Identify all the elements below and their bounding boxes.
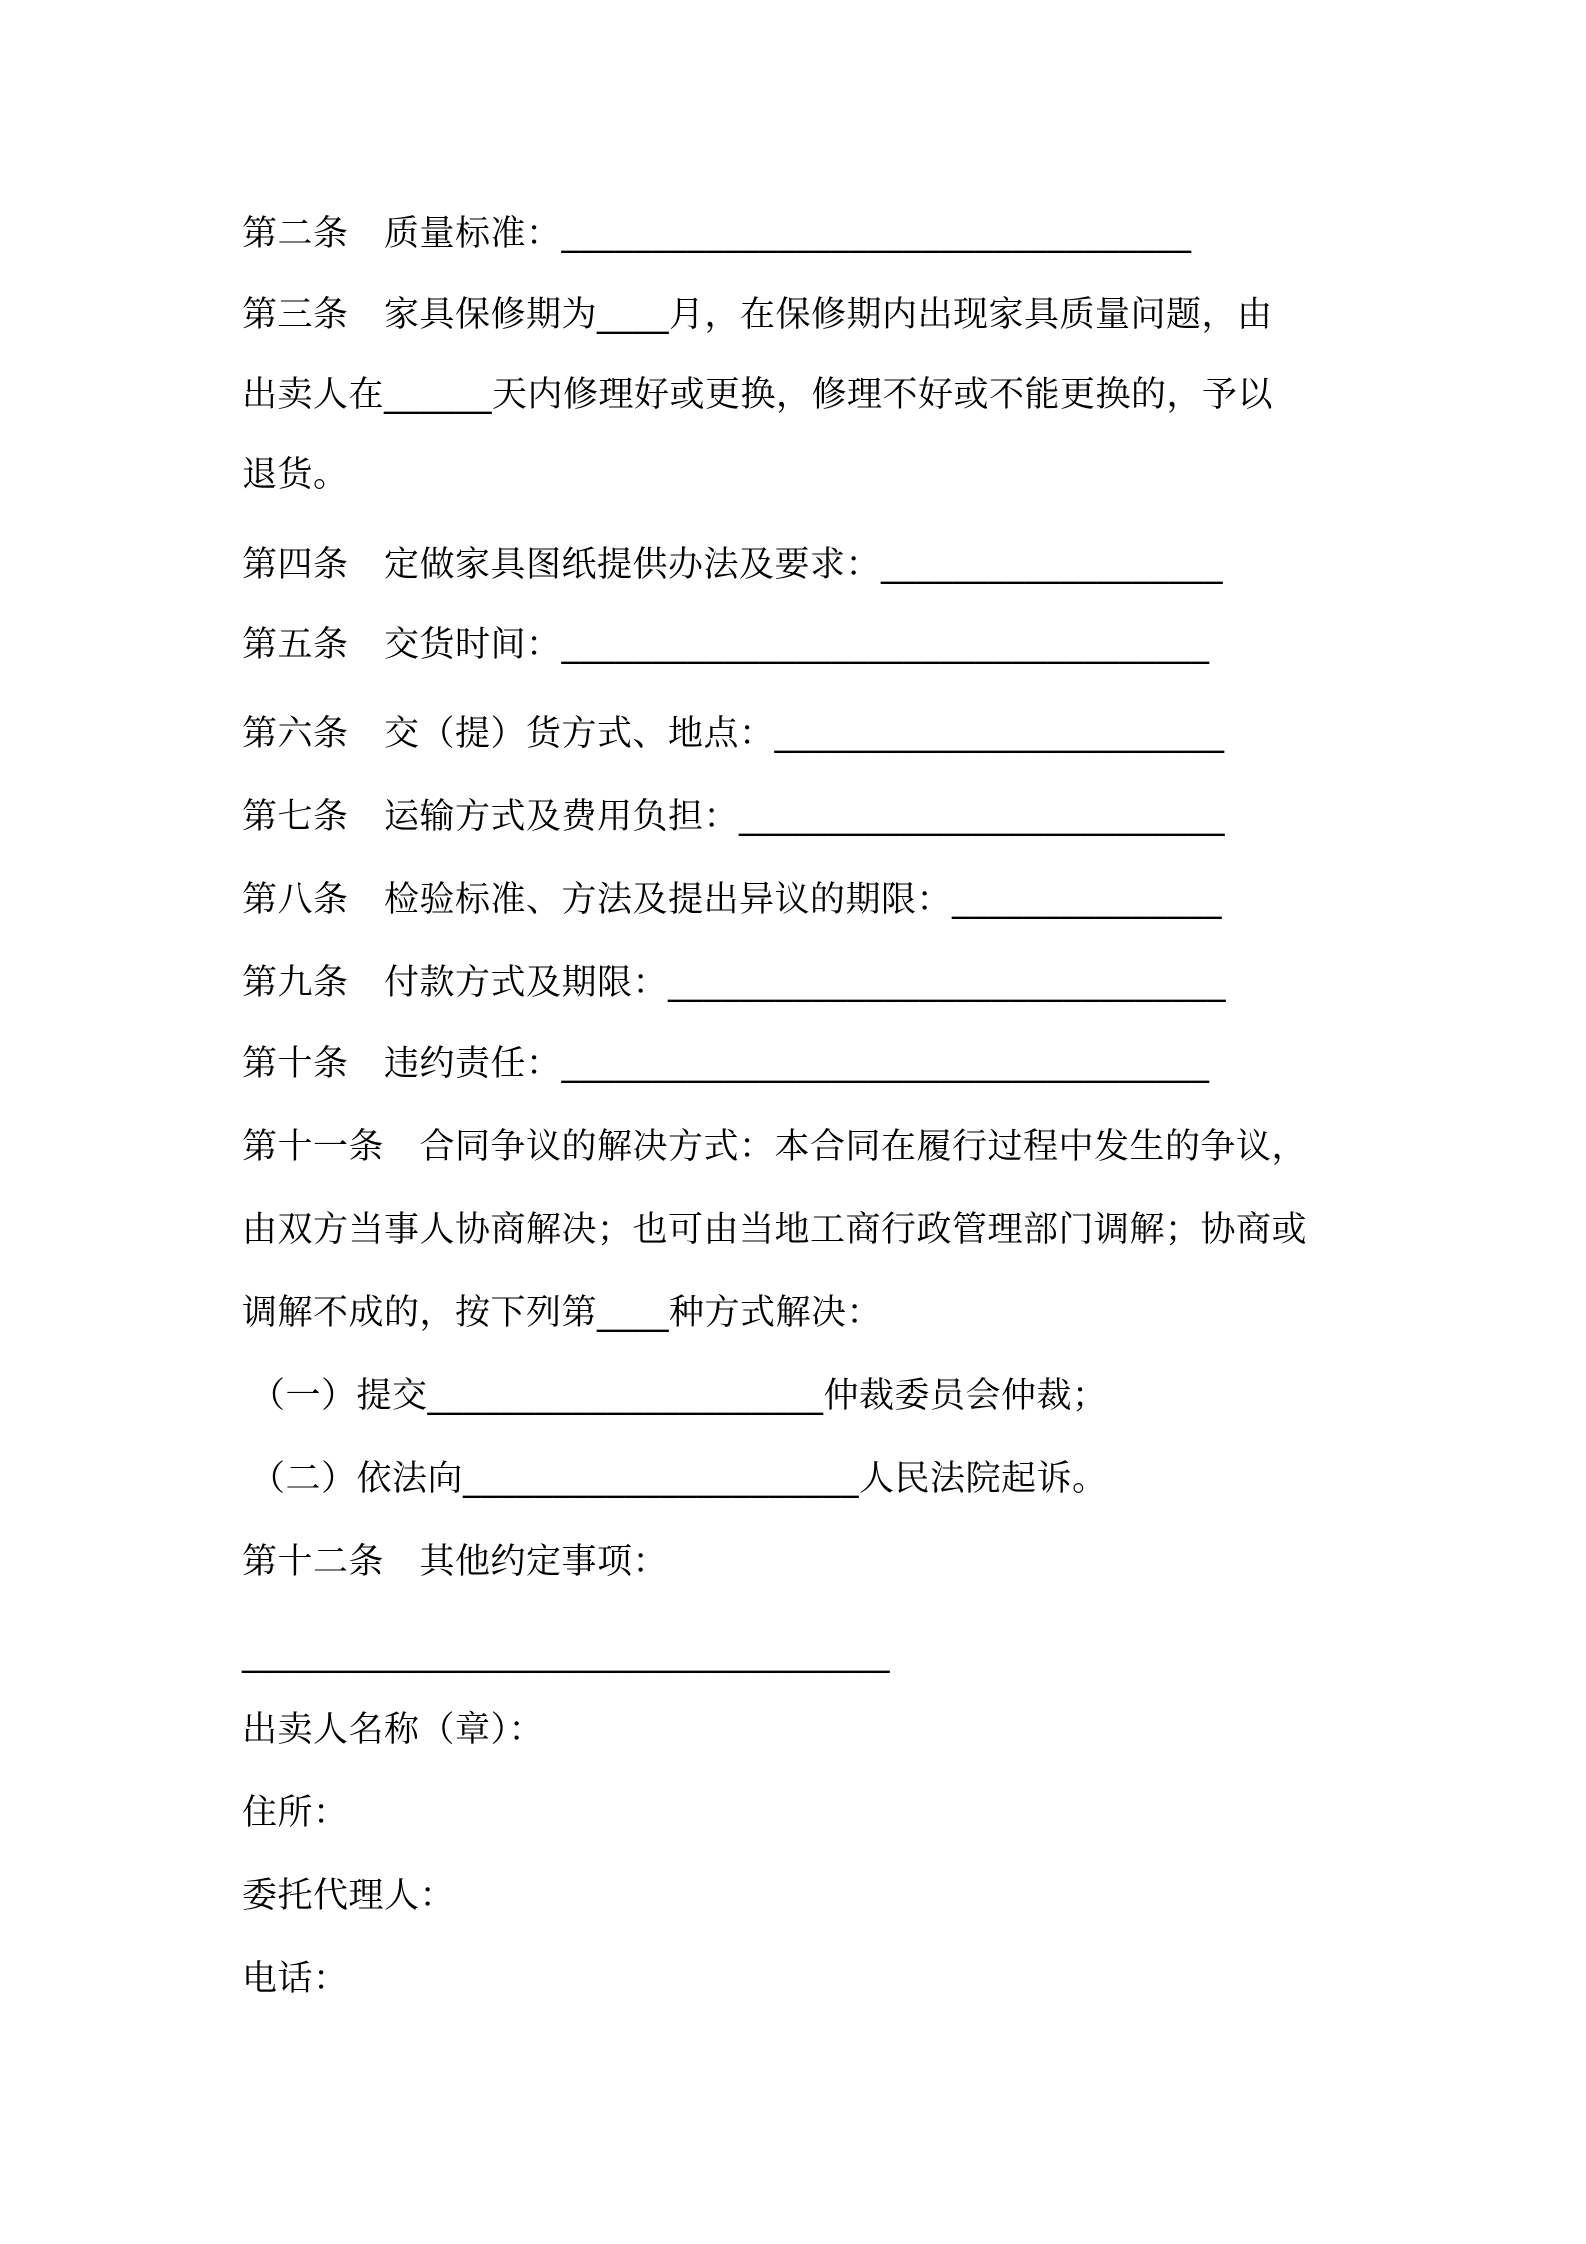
- article-11-disputes-line-2: 由双方当事人协商解决；也可由当地工商行政管理部门调解；协商或: [242, 1210, 1308, 1250]
- article-11-disputes-line-1: 第十一条 合同争议的解决方式：本合同在履行过程中发生的争议，: [242, 1127, 1308, 1167]
- article-7-transport: 第七条 运输方式及费用负担：___________________________: [242, 797, 1226, 837]
- article-9-payment: 第九条 付款方式及期限：_______________________________: [242, 963, 1227, 1003]
- article-3-warranty-line-2: 出卖人在______天内修理好或更换，修理不好或不能更换的，予以: [242, 375, 1274, 415]
- article-2-quality-standard: 第二条 质量标准：___________________________________: [242, 214, 1192, 254]
- article-12-other-terms: 第十二条 其他约定事项：: [242, 1542, 669, 1582]
- article-11-disputes-line-3: 调解不成的，按下列第____种方式解决：: [242, 1293, 883, 1333]
- article-6-delivery-method: 第六条 交（提）货方式、地点：_________________________: [242, 714, 1225, 754]
- address-label: 住所：: [242, 1793, 349, 1833]
- dispute-option-court: （二）依法向______________________人民法院起诉。: [250, 1459, 1108, 1499]
- article-10-liability: 第十条 违约责任：____________________________________: [242, 1044, 1210, 1084]
- phone-label: 电话：: [242, 1959, 349, 1999]
- other-terms-blank: ____________________________________: [242, 1634, 890, 1674]
- dispute-option-arbitration: （一）提交______________________仲裁委员会仲裁；: [250, 1376, 1108, 1416]
- article-8-inspection: 第八条 检验标准、方法及提出异议的期限：_______________: [242, 880, 1223, 920]
- article-5-delivery-time: 第五条 交货时间：____________________________________: [242, 625, 1210, 665]
- seller-name-label: 出卖人名称（章）：: [242, 1710, 545, 1750]
- article-3-warranty-line-1: 第三条 家具保修期为____月，在保修期内出现家具质量问题，由: [242, 295, 1273, 335]
- agent-label: 委托代理人：: [242, 1876, 456, 1916]
- article-3-warranty-line-3: 退货。: [242, 455, 349, 495]
- article-4-drawings: 第四条 定做家具图纸提供办法及要求：___________________: [242, 545, 1224, 585]
